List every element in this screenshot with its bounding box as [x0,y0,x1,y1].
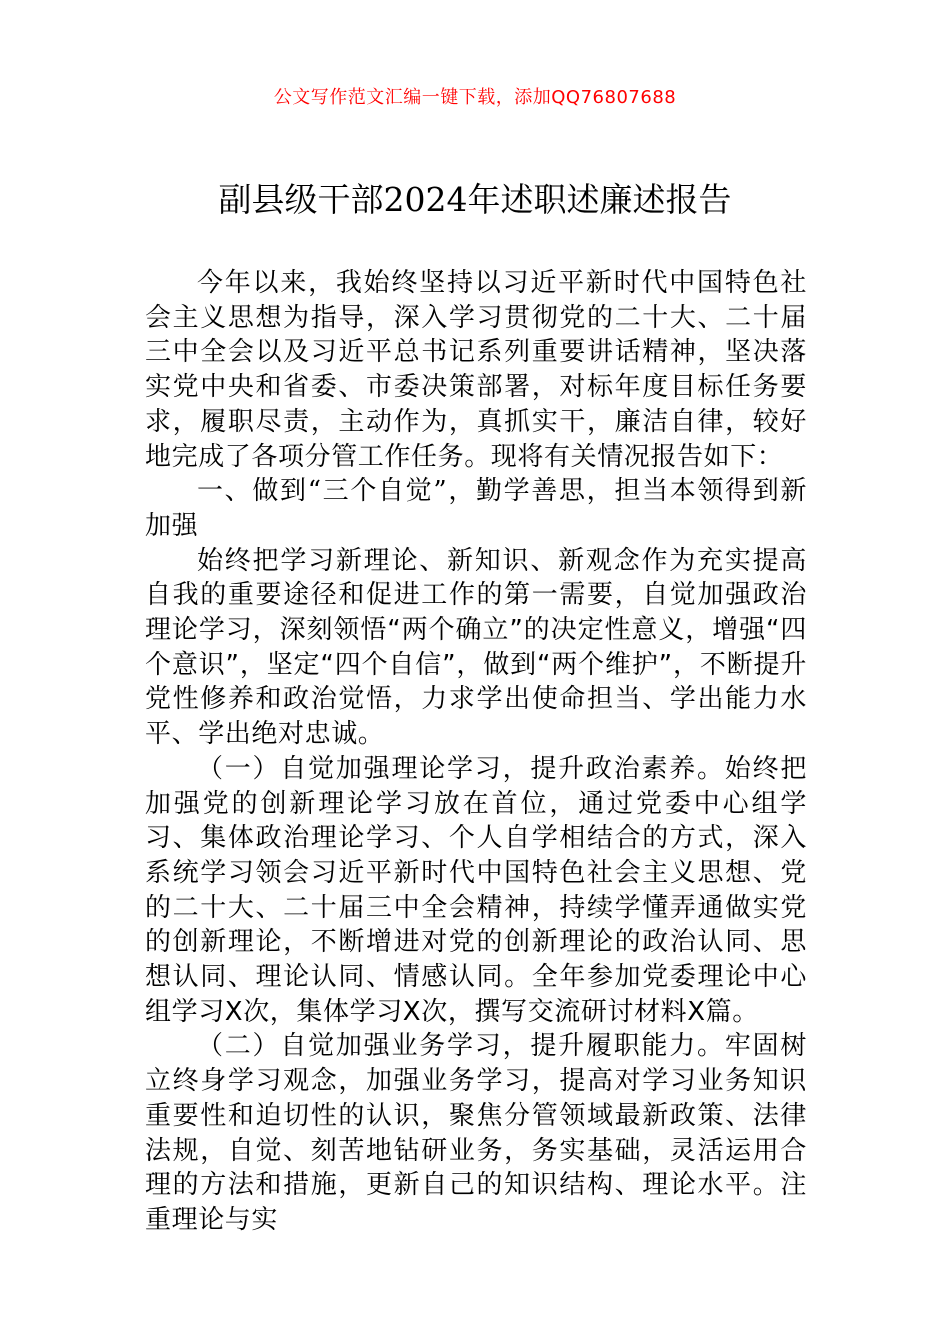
subsection-1-paragraph: （一）自觉加强理论学习，提升政治素养。始终把加强党的创新理论学习放在首位，通过党委中心组学习、集体政治理论学习、个人自学相结合的方式，深入系统学习领会习近平新时代中国特色社会主义思想、党的二十大、二十届三中全会精神，持续学懂弄通做实党的创新理论，不断增进对党的创新理论的政治认同、思想认同、理论认同、情感认同。全年参加党委理论中心组学习X次，集体学习X次，撰写交流研讨材料X篇。 [145,753,807,1027]
watermark-text: 公文写作范文汇编一键下载，添加QQ76807688 [273,87,677,108]
document-body [145,266,807,1238]
document-title: 副县级干部2024年述职述廉述报告 [218,180,732,219]
intro-paragraph: 今年以来，我始终坚持以习近平新时代中国特色社会主义思想为指导，深入学习贯彻党的二十大、二十届三中全会以及习近平总书记系列重要讲话精神，坚决落实党中央和省委、市委决策部署，对标年度目标任务要求，履职尽责，主动作为，真抓实干，廉洁自律，较好地完成了各项分管工作任务。现将有关情况报告如下： [145,268,807,472]
section-heading-1: 一、做到“三个自觉”，勤学善思，担当本领得到新加强 [145,476,807,541]
section-1-paragraph: 始终把学习新理论、新知识、新观念作为充实提高自我的重要途径和促进工作的第一需要，自觉加强政治理论学习，深刻领悟“两个确立”的决定性意义，增强“四个意识”，坚定“四个自信”，做到“两个维护”，不断提升党性修养和政治觉悟，力求学出使命担当、学出能力水平、学出绝对忠诚。 [145,545,807,750]
subsection-2-paragraph: （二）自觉加强业务学习，提升履职能力。牢固树立终身学习观念，加强业务学习，提高对学习业务知识重要性和迫切性的认识，聚焦分管领域最新政策、法律法规，自觉、刻苦地钻研业务，务实基础，灵活运用合理的方法和措施，更新自己的知识结构、理论水平。注重理论与实 [145,1031,807,1235]
